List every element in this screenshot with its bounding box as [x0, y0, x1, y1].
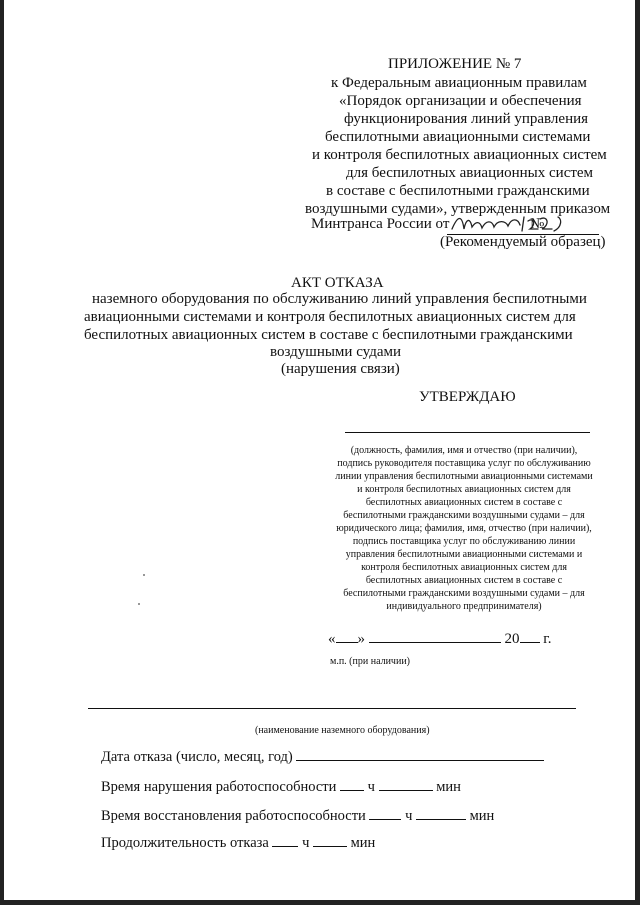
duration-hours-blank: [272, 832, 298, 847]
order-number-sign: №: [530, 216, 545, 232]
scan-edge-bottom: [0, 900, 640, 905]
month-blank: [369, 628, 501, 643]
scan-speck: [138, 603, 140, 605]
duration-row: [101, 832, 375, 852]
act-title: АКТ ОТКАЗА: [291, 275, 384, 291]
appendix-line-5: и контроля беспилотных авиационных систем: [312, 147, 607, 163]
restore-hours-blank: [369, 805, 401, 820]
failure-date-blank: [296, 746, 544, 761]
scan-speck: [143, 574, 145, 576]
date-open-quote: «: [328, 631, 336, 647]
appendix-line-3: функционирования линий управления: [344, 111, 589, 127]
equipment-caption: (наименование наземного оборудования): [255, 725, 430, 736]
sample-note: (Рекомендуемый образец): [440, 234, 606, 250]
duration-hours-unit: ч: [302, 835, 310, 851]
year-blank: [520, 628, 540, 643]
failure-hours-blank: [340, 776, 364, 791]
approve-date: [328, 628, 551, 648]
act-subtitle-2: авиационными системами и контроля беспилотных авиационных систем для: [84, 309, 576, 325]
act-subtitle-1: наземного оборудования по обслуживанию линий управления беспилотными: [92, 291, 587, 307]
duration-label: Продолжительность отказа: [101, 835, 269, 851]
day-blank: [336, 628, 358, 643]
appendix-line-7: в составе с беспилотными гражданскими: [326, 183, 590, 199]
approver-signature-line: [345, 432, 590, 433]
appendix-line-8: воздушными судами», утвержденным приказом: [305, 201, 611, 217]
failure-time-label: Время нарушения работоспособности: [101, 779, 337, 795]
failure-date-label: Дата отказа (число, месяц, год): [101, 749, 293, 765]
act-subtitle-5: (нарушения связи): [281, 361, 400, 377]
restore-minutes-unit: мин: [469, 808, 495, 824]
date-close-quote: »: [357, 631, 365, 647]
equipment-name-line: [88, 708, 576, 709]
year-prefix: 20: [504, 631, 520, 647]
duration-minutes-blank: [313, 832, 347, 847]
year-suffix: г.: [543, 631, 552, 647]
restore-hours-unit: ч: [405, 808, 413, 824]
appendix-line-2: «Порядок организации и обеспечения: [339, 93, 582, 109]
approve-label: УТВЕРЖДАЮ: [419, 389, 516, 405]
failure-time-row: [101, 776, 461, 796]
approver-hint: (должность, фамилия, имя и отчество (при наличии), подпись руководителя поставщика услуг по обслуживанию линии управления беспилотными авиационными системами и контроля беспилотных авиационных систем для беспилотных авиационных систем в составе с беспилотными гражданскими воздушными судами – для юридического лица; фамилия, имя, отчество (при наличии), подпись поставщика услуг по обслуживанию линии управления беспилотными авиационными системами и контроля беспилотных авиационных систем для беспилотных авиационных систем в составе с беспилотными гражданскими воздушными судами – для индивидуального предпринимателя): [335, 445, 593, 612]
scan-edge-right: [635, 0, 640, 905]
act-subtitle-3: беспилотных авиационных систем в составе с беспилотными гражданскими: [84, 327, 573, 343]
failure-minutes-unit: мин: [436, 779, 461, 795]
scan-edge-left: [0, 0, 4, 905]
act-subtitle-4: воздушными судами: [270, 344, 402, 360]
failure-hours-unit: ч: [367, 779, 375, 795]
seal-note: м.п. (при наличии): [330, 656, 410, 667]
failure-minutes-blank: [379, 776, 433, 791]
failure-date-row: [101, 746, 544, 766]
order-prefix: Минтранса России от: [311, 216, 450, 232]
appendix-line-4: беспилотными авиационными системами: [325, 129, 591, 145]
appendix-line-1: к Федеральным авиационным правилам: [331, 75, 587, 91]
restore-time-row: [101, 805, 494, 825]
appendix-line-6: для беспилотных авиационных систем: [346, 165, 594, 181]
restore-minutes-blank: [416, 805, 466, 820]
duration-minutes-unit: мин: [350, 835, 376, 851]
appendix-title: ПРИЛОЖЕНИЕ № 7: [388, 56, 522, 72]
restore-time-label: Время восстановления работоспособности: [101, 808, 366, 824]
